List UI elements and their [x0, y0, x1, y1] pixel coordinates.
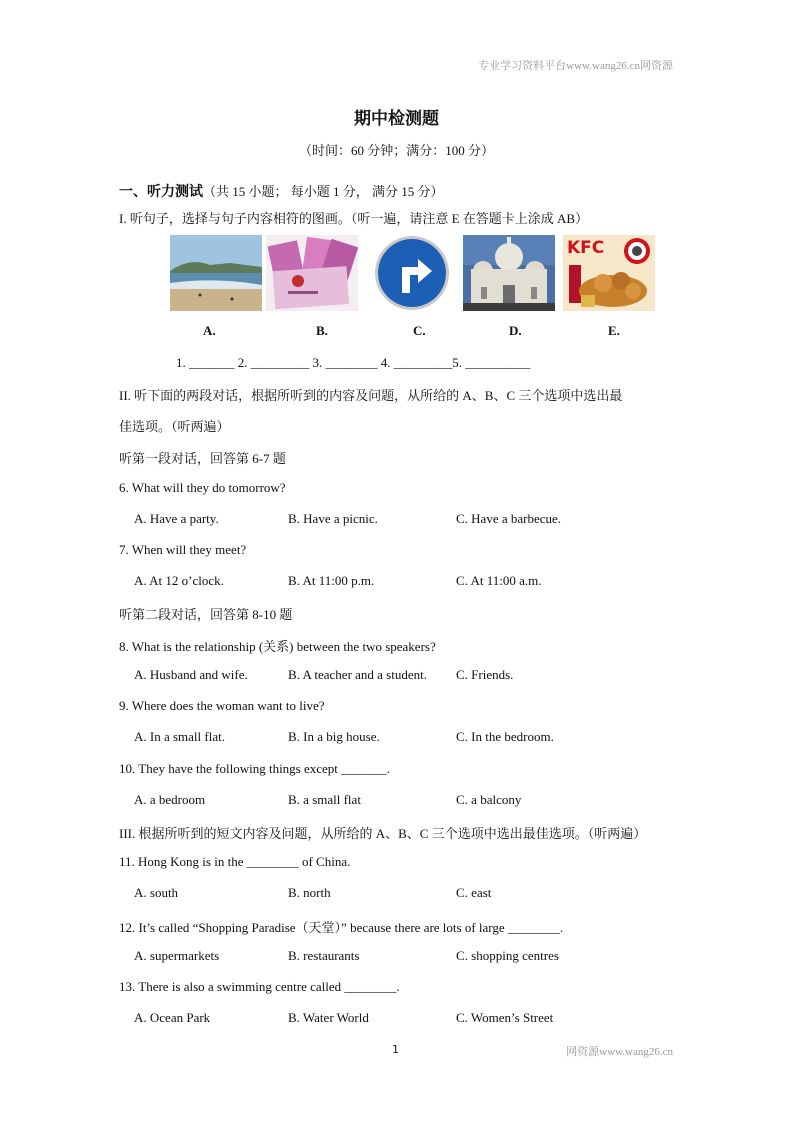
q6-option-a: A. Have a party. [134, 511, 219, 526]
q10-option-c: C. a balcony [456, 792, 522, 807]
page-number: 1 [392, 1043, 399, 1056]
part-ii-instruction-line2: 佳选项。（听两遍） [119, 419, 230, 434]
question-6: 6. What will they do tomorrow? [119, 480, 286, 495]
q9-option-a: A. In a small flat. [134, 729, 225, 744]
q10-option-a: A. a bedroom [134, 792, 206, 807]
question-11: 11. Hong Kong is in the ________ of China. [119, 854, 351, 869]
q8-option-b: B. A teacher and a student. [288, 667, 427, 682]
q9-option-b: B. In a big house. [288, 729, 380, 744]
q13-option-a: A. Ocean Park [134, 1010, 211, 1025]
part-iii-instruction: III. 根据所听到的短文内容及问题，从所给的 A、B、C 三个选项中选出最佳选项。（听两遍） [119, 826, 647, 841]
question-9: 9. Where does the woman want to live? [119, 698, 325, 713]
picture-label-d: D. [509, 323, 522, 338]
dialog-2-note: 听第二段对话，回答第 8-10 题 [119, 607, 293, 622]
header-watermark: 专业学习资料平台www.wang26.cn网资源 [478, 60, 673, 72]
picture-a-beach [170, 235, 262, 311]
picture-e-kfc [563, 235, 655, 311]
section-title: 一、听力测试 [119, 184, 203, 200]
q12-option-b: B. restaurants [288, 948, 360, 963]
q12-option-a: A. supermarkets [134, 948, 220, 963]
picture-label-b: B. [316, 323, 328, 338]
picture-c-turn-right-sign [366, 235, 458, 311]
q9-option-c: C. In the bedroom. [456, 729, 554, 744]
picture-options [166, 235, 660, 313]
section-listening-heading [119, 181, 444, 201]
picture-label-a: A. [203, 323, 216, 338]
q7-option-b: B. At 11:00 p.m. [288, 573, 375, 588]
q13-option-b: B. Water World [288, 1010, 369, 1025]
q8-option-a: A. Husband and wife. [134, 667, 248, 682]
picture-b-cards [266, 235, 358, 311]
question-13: 13. There is also a swimming centre called ________. [119, 979, 400, 994]
q6-option-b: B. Have a picnic. [288, 511, 378, 526]
part-i-answer-blanks: 1. _______ 2. _________ 3. ________ 4. _________5. __________ [176, 355, 531, 370]
q10-option-b: B. a small flat [288, 792, 361, 807]
picture-label-e: E. [608, 323, 620, 338]
section-note: （共 15 小题； 每小题 1 分， 满分 15 分） [203, 184, 444, 199]
q13-option-c: C. Women’s Street [456, 1010, 554, 1025]
q7-option-a: A. At 12 o’clock. [134, 573, 224, 588]
q7-option-c: C. At 11:00 a.m. [456, 573, 542, 588]
question-8: 8. What is the relationship (关系) between the two speakers? [119, 639, 436, 654]
dialog-1-note: 听第一段对话，回答第 6-7 题 [119, 451, 286, 466]
question-12: 12. It’s called “Shopping Paradise（天堂）” because there are lots of large ________. [119, 920, 564, 935]
question-7: 7. When will they meet? [119, 542, 247, 557]
question-10: 10. They have the following things except _______. [119, 761, 390, 776]
q11-option-a: A. south [134, 885, 179, 900]
picture-label-c: C. [413, 323, 426, 338]
kfc-logo-text: KFC [567, 238, 605, 258]
page-title: 期中检测题 [354, 109, 439, 129]
q6-option-c: C. Have a barbecue. [456, 511, 562, 526]
part-i-instruction: I. 听句子，选择与句子内容相符的图画。（听一遍，请注意 E 在答题卡上涂成 AB） [119, 211, 589, 226]
picture-d-cathedral [463, 235, 555, 311]
part-ii-instruction-line1: II. 听下面的两段对话，根据所听到的内容及问题，从所给的 A、B、C 三个选项中选出最 [119, 388, 623, 403]
q11-option-b: B. north [288, 885, 331, 900]
footer-watermark: 网资源www.wang26.cn [566, 1046, 673, 1058]
q12-option-c: C. shopping centres [456, 948, 559, 963]
q11-option-c: C. east [456, 885, 492, 900]
q8-option-c: C. Friends. [456, 667, 514, 682]
exam-time-and-score: （时间：60 分钟；满分：100 分） [298, 143, 494, 158]
